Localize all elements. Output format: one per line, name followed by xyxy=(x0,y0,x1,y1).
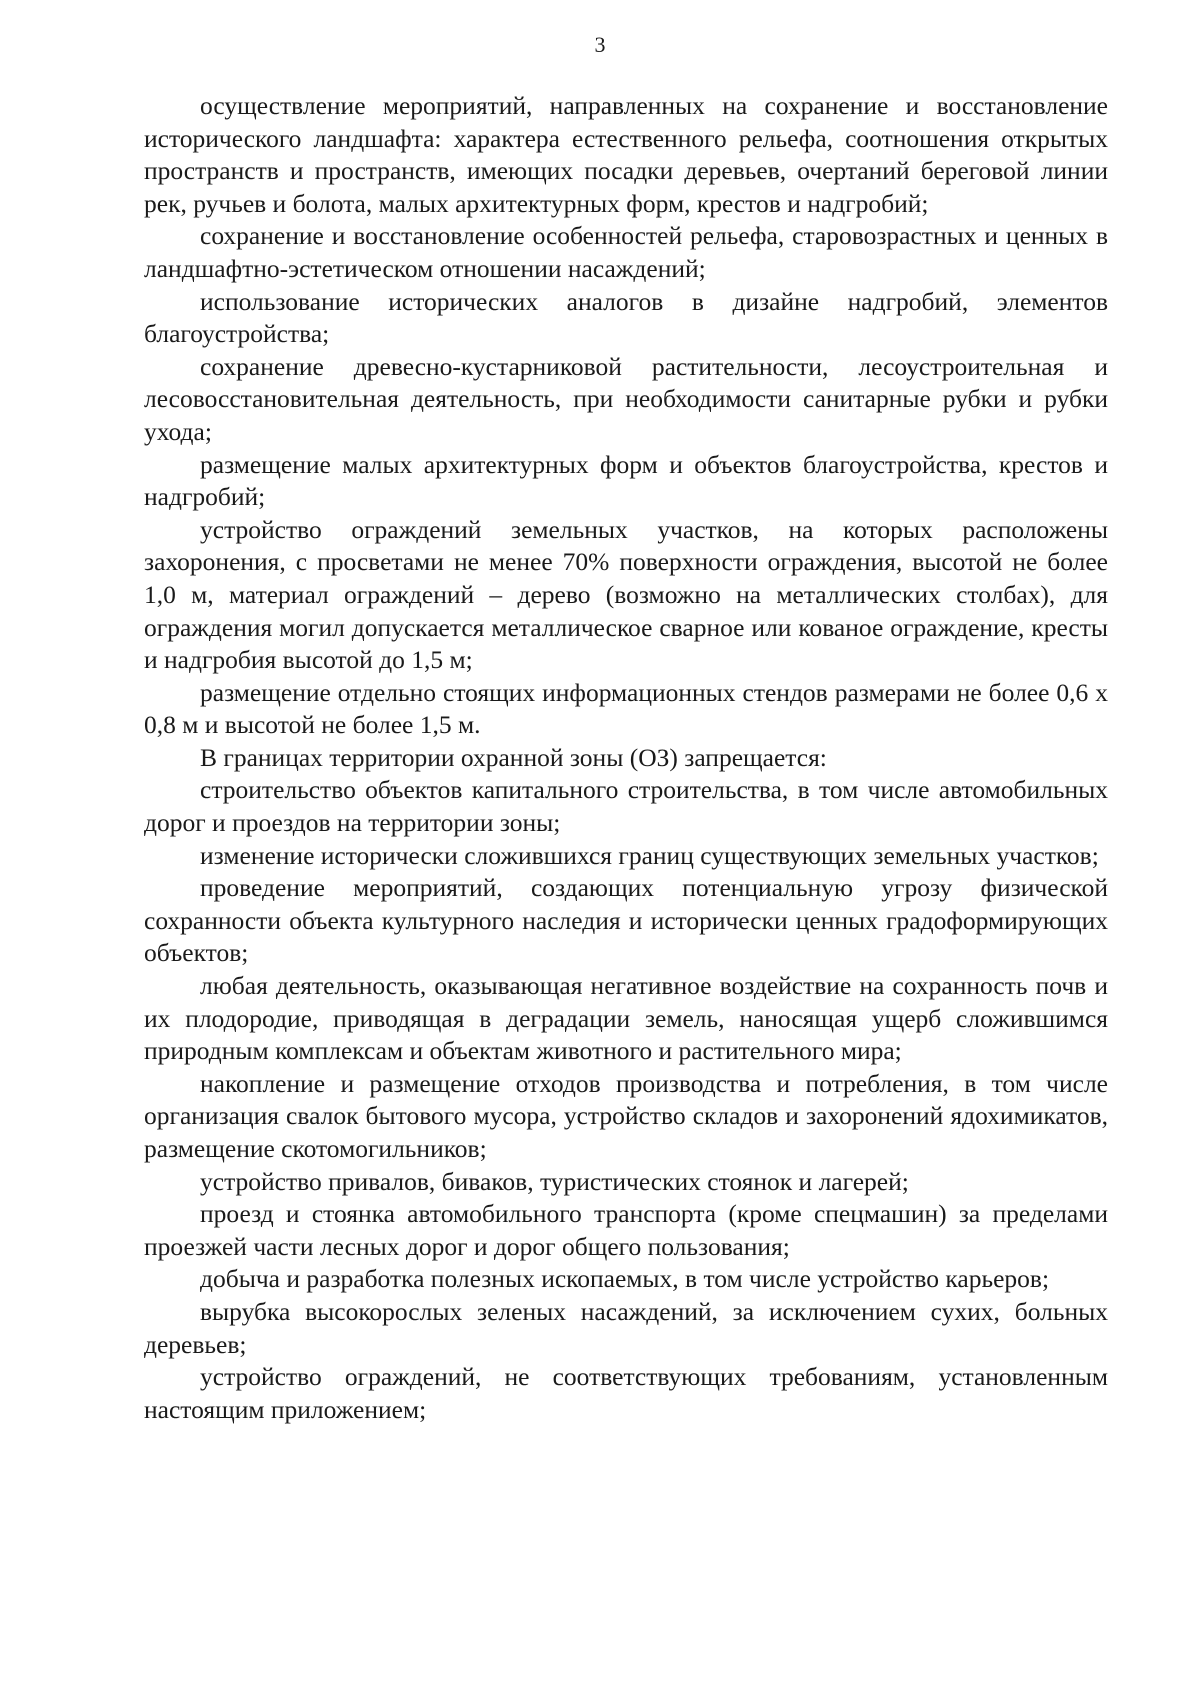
paragraph: устройство ограждений земельных участков, на которых расположены захоронения, с просветами не менее 70% поверхности ограждения, высотой не более 1,0 м, материал ограждений – дерево (возможно на металлических столбах), для ограждения могил допускается металлическое сварное или кованое ограждение, кресты и надгробия высотой до 1,5 м; xyxy=(144,514,1108,675)
paragraph: изменение исторически сложившихся границ существующих земельных участков; xyxy=(200,840,1099,870)
paragraph: устройство привалов, биваков, туристических стоянок и лагерей; xyxy=(200,1166,909,1196)
paragraph: сохранение древесно-кустарниковой растительности, лесоустроительная и лесовосстановительная деятельность, при необходимости санитарные рубки и рубки ухода; xyxy=(144,351,1108,446)
section-heading-paragraph: В границах территории охранной зоны (ОЗ) запрещается: xyxy=(200,742,827,772)
paragraph: размещение отдельно стоящих информационных стендов размерами не более 0,6 х 0,8 м и высотой не более 1,5 м. xyxy=(144,677,1108,740)
paragraph: проведение мероприятий, создающих потенциальную угрозу физической сохранности объекта культурного наследия и исторически ценных градоформирующих объектов; xyxy=(144,873,1108,968)
paragraph: проезд и стоянка автомобильного транспорта (кроме спецмашин) за пределами проезжей части лесных дорог и дорог общего пользования; xyxy=(144,1199,1108,1261)
paragraph: устройство ограждений, не соответствующих требованиям, установленным настоящим приложением; xyxy=(144,1362,1108,1424)
paragraph: добыча и разработка полезных ископаемых, в том числе устройство карьеров; xyxy=(200,1264,1050,1294)
paragraph: осуществление мероприятий, направленных на сохранение и восстановление исторического ландшафта: характера естественного рельефа, соотношения открытых пространств и пространств, имеющих посадки деревьев, очертаний береговой линии рек, ручьев и болота, малых архитектурных форм, крестов и надгробий; xyxy=(144,91,1108,218)
paragraph: любая деятельность, оказывающая негативное воздействие на сохранность почв и их плодородие, приводящая в деградации земель, наносящая ущерб сложившимся природным комплексам и объектам животного и растительного мира; xyxy=(144,971,1108,1066)
page-number: 3 xyxy=(594,32,606,57)
paragraph: размещение малых архитектурных форм и объектов благоустройства, крестов и надгробий; xyxy=(144,449,1108,512)
document-body xyxy=(144,90,1108,1426)
paragraph: накопление и размещение отходов производства и потребления, в том числе организация свалок бытового мусора, устройство складов и захоронений ядохимикатов, размещение скотомогильников; xyxy=(144,1068,1108,1163)
paragraph: строительство объектов капитального строительства, в том числе автомобильных дорог и проездов на территории зоны; xyxy=(144,775,1108,838)
paragraph: использование исторических аналогов в дизайне надгробий, элементов благоустройства; xyxy=(144,286,1108,349)
paragraph: сохранение и восстановление особенностей рельефа, старовозрастных и ценных в ландшафтно-эстетическом отношении насаждений; xyxy=(144,221,1108,283)
paragraph: вырубка высокорослых зеленых насаждений, за исключением сухих, больных деревьев; xyxy=(144,1296,1108,1359)
